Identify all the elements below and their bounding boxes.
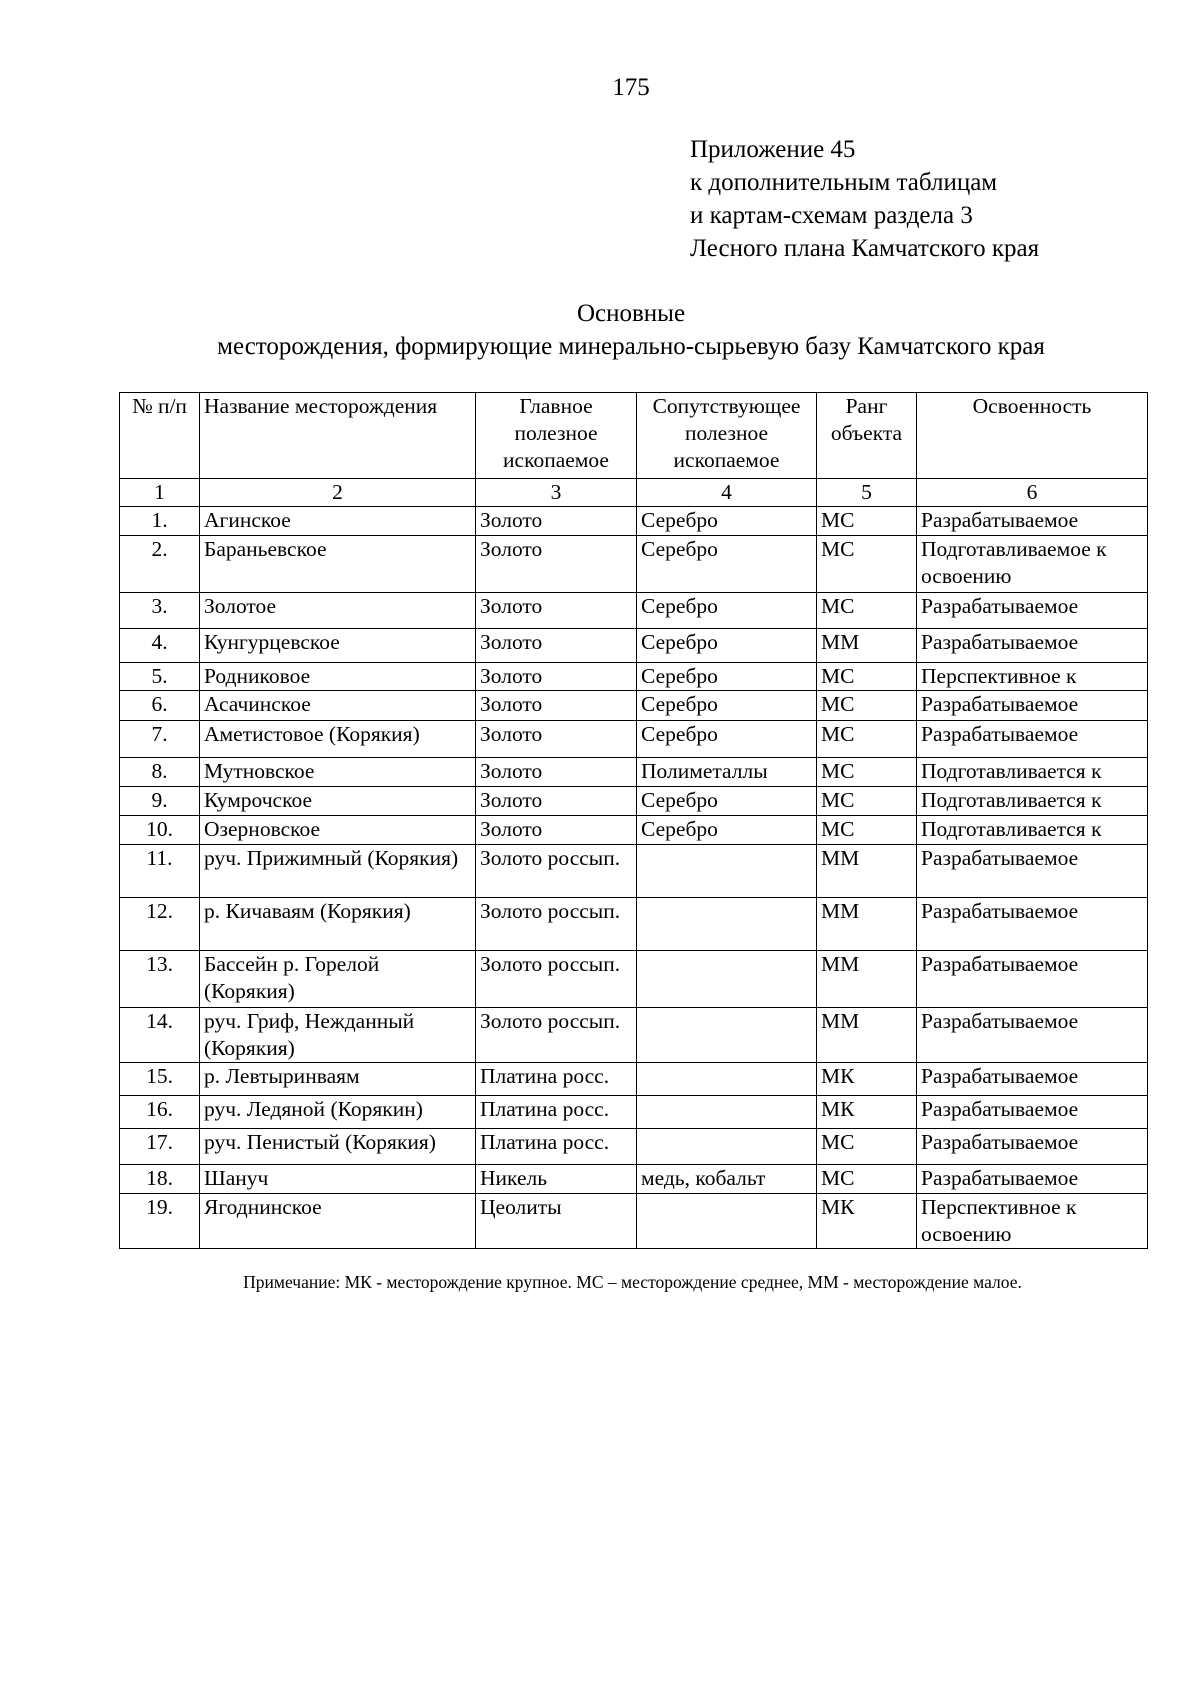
cell-num: 18.: [120, 1165, 200, 1194]
cell-rank: МС: [817, 663, 917, 691]
deposits-table: [119, 392, 1148, 1249]
cell-num: 10.: [120, 816, 200, 845]
cell-deposit-name: Кумрочское: [200, 787, 476, 816]
document-title: [150, 297, 1112, 363]
header-rank: Ранг объекта: [817, 393, 917, 479]
cell-accompanying-mineral: Серебро: [637, 507, 817, 536]
cell-accompanying-mineral: Серебро: [637, 691, 817, 721]
cell-rank: МС: [817, 507, 917, 536]
table-row: [120, 1129, 1148, 1165]
cell-deposit-name: руч. Гриф, Нежданный (Корякия): [200, 1008, 476, 1063]
table-row: [120, 1165, 1148, 1194]
cell-num: 3.: [120, 593, 200, 629]
cell-accompanying-mineral: [637, 1194, 817, 1249]
cell-deposit-name: Мутновское: [200, 758, 476, 787]
table-row: [120, 1008, 1148, 1063]
cell-status: Перспективное к: [917, 663, 1148, 691]
cell-accompanying-mineral: [637, 1008, 817, 1063]
column-number: 2: [200, 479, 476, 507]
column-number: 6: [917, 479, 1148, 507]
cell-status: Разрабатываемое: [917, 1129, 1148, 1165]
table-row: [120, 951, 1148, 1008]
header-status: Освоенность: [917, 393, 1148, 479]
cell-accompanying-mineral: [637, 1063, 817, 1096]
title-line-1: Основные: [576, 300, 686, 327]
cell-num: 15.: [120, 1063, 200, 1096]
cell-accompanying-mineral: Серебро: [637, 536, 817, 593]
cell-main-mineral: Золото: [476, 691, 637, 721]
cell-deposit-name: руч. Ледяной (Корякин): [200, 1096, 476, 1129]
annex-line: Лесного плана Камчатского края: [690, 235, 1040, 262]
header-name: Название месторождения: [200, 393, 476, 479]
cell-accompanying-mineral: [637, 898, 817, 951]
header-main-mineral: Главное полезное ископаемое: [476, 393, 637, 479]
cell-rank: МС: [817, 691, 917, 721]
cell-deposit-name: руч. Пенистый (Корякия): [200, 1129, 476, 1165]
cell-accompanying-mineral: Серебро: [637, 593, 817, 629]
table-row: [120, 593, 1148, 629]
cell-status: Разрабатываемое: [917, 691, 1148, 721]
cell-main-mineral: Золото: [476, 787, 637, 816]
table-row: [120, 1194, 1148, 1249]
table-row: [120, 536, 1148, 593]
cell-deposit-name: Бараньевское: [200, 536, 476, 593]
cell-status: Разрабатываемое: [917, 845, 1148, 898]
cell-rank: МС: [817, 536, 917, 593]
cell-accompanying-mineral: Серебро: [637, 816, 817, 845]
cell-main-mineral: Золото: [476, 507, 637, 536]
cell-main-mineral: Золото: [476, 593, 637, 629]
cell-main-mineral: Золото: [476, 721, 637, 758]
table-row: [120, 898, 1148, 951]
cell-main-mineral: Цеолиты: [476, 1194, 637, 1249]
cell-status: Разрабатываемое: [917, 1063, 1148, 1096]
cell-rank: МС: [817, 1129, 917, 1165]
cell-num: 2.: [120, 536, 200, 593]
table-row: [120, 1096, 1148, 1129]
cell-num: 4.: [120, 629, 200, 663]
cell-main-mineral: Золото россып.: [476, 951, 637, 1008]
cell-status: Подготавливается к: [917, 758, 1148, 787]
column-number: 5: [817, 479, 917, 507]
cell-num: 5.: [120, 663, 200, 691]
cell-status: Подготавливается к: [917, 816, 1148, 845]
annex-heading: [690, 133, 1039, 265]
cell-main-mineral: Платина росс.: [476, 1096, 637, 1129]
cell-accompanying-mineral: Серебро: [637, 787, 817, 816]
table-row: [120, 507, 1148, 536]
cell-status: Разрабатываемое: [917, 1008, 1148, 1063]
cell-accompanying-mineral: Серебро: [637, 663, 817, 691]
table-row: [120, 663, 1148, 691]
table-row: [120, 787, 1148, 816]
cell-rank: МС: [817, 721, 917, 758]
cell-main-mineral: Золото россып.: [476, 845, 637, 898]
cell-num: 6.: [120, 691, 200, 721]
cell-num: 1.: [120, 507, 200, 536]
cell-deposit-name: Асачинское: [200, 691, 476, 721]
cell-main-mineral: Золото россып.: [476, 1008, 637, 1063]
cell-main-mineral: Платина росс.: [476, 1129, 637, 1165]
cell-accompanying-mineral: [637, 951, 817, 1008]
cell-deposit-name: Аметистовое (Корякия): [200, 721, 476, 758]
cell-deposit-name: р. Кичаваям (Корякия): [200, 898, 476, 951]
cell-main-mineral: Никель: [476, 1165, 637, 1194]
cell-deposit-name: р. Левтыринваям: [200, 1063, 476, 1096]
cell-deposit-name: руч. Прижимный (Корякия): [200, 845, 476, 898]
column-number: 1: [120, 479, 200, 507]
cell-status: Подготавливаемое к освоению: [917, 536, 1148, 593]
table-row: [120, 845, 1148, 898]
cell-main-mineral: Золото: [476, 816, 637, 845]
cell-num: 17.: [120, 1129, 200, 1165]
table-row: [120, 721, 1148, 758]
cell-num: 9.: [120, 787, 200, 816]
table-row: [120, 1063, 1148, 1096]
cell-accompanying-mineral: Серебро: [637, 629, 817, 663]
cell-rank: ММ: [817, 845, 917, 898]
column-numbers-row: [120, 479, 1148, 507]
cell-num: 14.: [120, 1008, 200, 1063]
table-row: [120, 629, 1148, 663]
column-number: 4: [637, 479, 817, 507]
cell-rank: МК: [817, 1063, 917, 1096]
cell-status: Разрабатываемое: [917, 1165, 1148, 1194]
cell-rank: ММ: [817, 898, 917, 951]
annex-line: и картам-схемам раздела 3: [690, 202, 973, 229]
cell-main-mineral: Золото: [476, 629, 637, 663]
cell-deposit-name: Кунгурцевское: [200, 629, 476, 663]
cell-status: Подготавливается к: [917, 787, 1148, 816]
cell-accompanying-mineral: Полиметаллы: [637, 758, 817, 787]
cell-status: Разрабатываемое: [917, 898, 1148, 951]
table-header-row: [120, 393, 1148, 479]
cell-accompanying-mineral: Серебро: [637, 721, 817, 758]
cell-rank: ММ: [817, 951, 917, 1008]
cell-num: 13.: [120, 951, 200, 1008]
cell-deposit-name: Агинское: [200, 507, 476, 536]
cell-main-mineral: Платина росс.: [476, 1063, 637, 1096]
column-number: 3: [476, 479, 637, 507]
cell-accompanying-mineral: [637, 845, 817, 898]
cell-deposit-name: Ягоднинское: [200, 1194, 476, 1249]
cell-rank: МС: [817, 1165, 917, 1194]
cell-rank: МС: [817, 758, 917, 787]
annex-line: к дополнительным таблицам: [690, 169, 998, 196]
cell-rank: МС: [817, 816, 917, 845]
cell-accompanying-mineral: [637, 1096, 817, 1129]
cell-status: Разрабатываемое: [917, 593, 1148, 629]
cell-num: 8.: [120, 758, 200, 787]
cell-rank: МС: [817, 593, 917, 629]
cell-status: Разрабатываемое: [917, 629, 1148, 663]
cell-status: Разрабатываемое: [917, 507, 1148, 536]
cell-num: 7.: [120, 721, 200, 758]
cell-main-mineral: Золото россып.: [476, 898, 637, 951]
cell-status: Перспективное к освоению: [917, 1194, 1148, 1249]
cell-deposit-name: Бассейн р. Горелой (Корякия): [200, 951, 476, 1008]
page-number: 175: [612, 74, 650, 101]
cell-status: Разрабатываемое: [917, 1096, 1148, 1129]
cell-main-mineral: Золото: [476, 758, 637, 787]
cell-status: Разрабатываемое: [917, 721, 1148, 758]
cell-deposit-name: Озерновское: [200, 816, 476, 845]
table-row: [120, 816, 1148, 845]
cell-accompanying-mineral: [637, 1129, 817, 1165]
cell-num: 16.: [120, 1096, 200, 1129]
cell-rank: ММ: [817, 1008, 917, 1063]
cell-num: 19.: [120, 1194, 200, 1249]
header-num: № п/п: [120, 393, 200, 479]
cell-rank: МС: [817, 787, 917, 816]
header-accompanying-mineral: Сопутствующее полезное ископаемое: [637, 393, 817, 479]
cell-deposit-name: Родниковое: [200, 663, 476, 691]
title-line-2: месторождения, формирующие минерально-сырьевую базу Камчатского края: [217, 333, 1045, 360]
cell-main-mineral: Золото: [476, 536, 637, 593]
cell-num: 12.: [120, 898, 200, 951]
cell-deposit-name: Шануч: [200, 1165, 476, 1194]
cell-accompanying-mineral: медь, кобальт: [637, 1165, 817, 1194]
cell-main-mineral: Золото: [476, 663, 637, 691]
cell-deposit-name: Золотое: [200, 593, 476, 629]
annex-line: Приложение 45: [690, 136, 856, 163]
cell-rank: ММ: [817, 629, 917, 663]
footnote: Примечание: МК - месторождение крупное. МС – месторождение среднее, ММ - месторождение малое.: [243, 1272, 1022, 1292]
table-row: [120, 691, 1148, 721]
cell-num: 11.: [120, 845, 200, 898]
cell-rank: МК: [817, 1194, 917, 1249]
cell-rank: МК: [817, 1096, 917, 1129]
cell-status: Разрабатываемое: [917, 951, 1148, 1008]
table-row: [120, 758, 1148, 787]
